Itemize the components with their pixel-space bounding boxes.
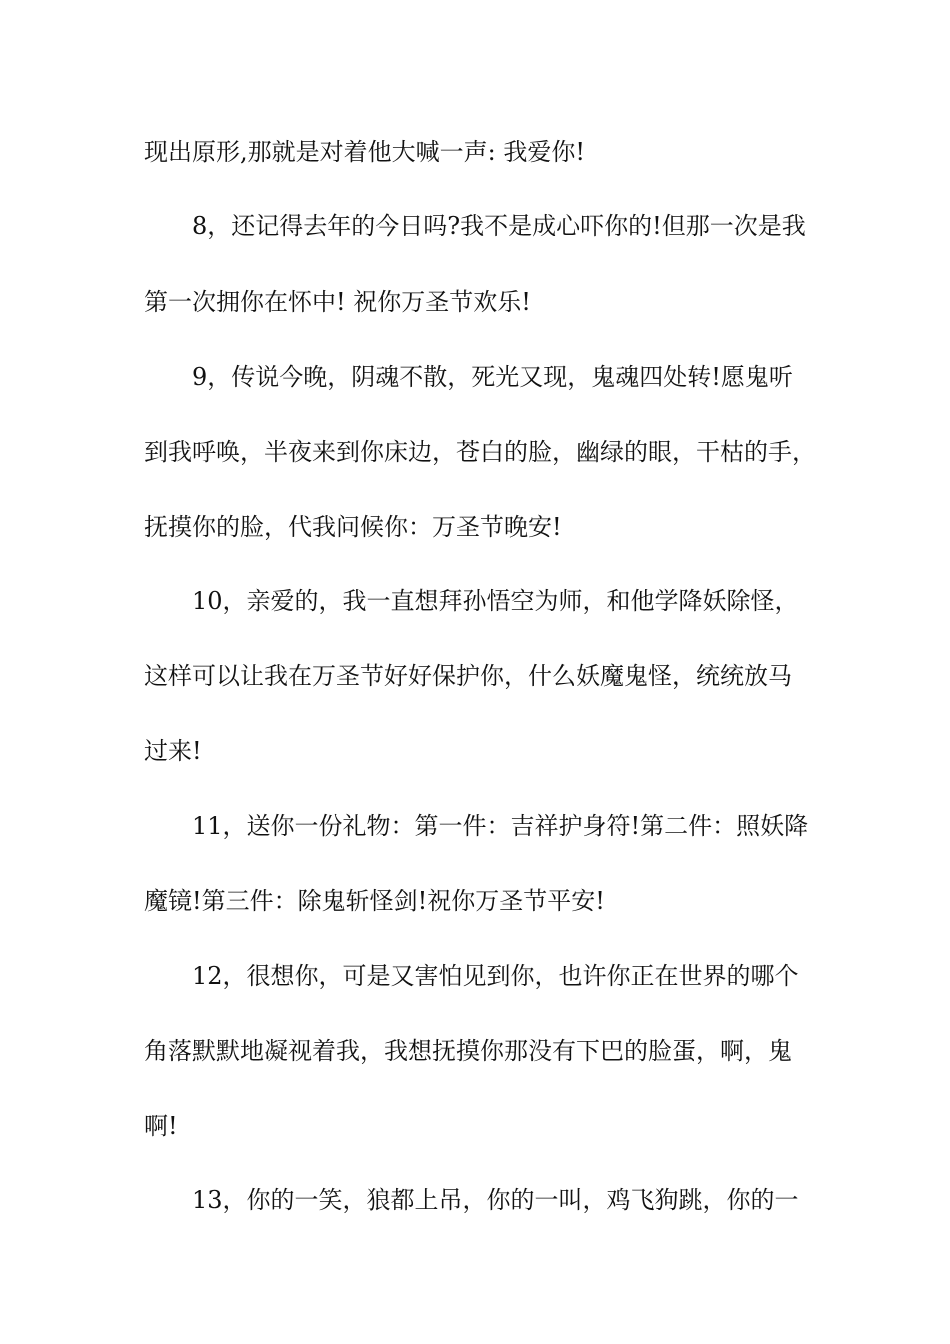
text-line: 13，你的一笑，狼都上吊，你的一叫，鸡飞狗跳，你的一 xyxy=(192,1186,799,1214)
text-line: 8，还记得去年的今日吗?我不是成心吓你的!但那一次是我 xyxy=(192,212,806,240)
text-line: 10，亲爱的，我一直想拜孙悟空为师，和他学降妖除怪， xyxy=(192,587,799,615)
text-line: 9，传说今晚，阴魂不散，死光又现，鬼魂四处转!愿鬼听 xyxy=(192,363,793,391)
text-line: 11，送你一份礼物：第一件：吉祥护身符!第二件：照妖降 xyxy=(192,812,809,840)
text-line: 第一次拥你在怀中! 祝你万圣节欢乐! xyxy=(144,288,531,316)
text-line: 抚摸你的脸，代我问候你：万圣节晚安! xyxy=(144,513,562,541)
text-line: 现出原形,那就是对着他大喊一声: 我爱你! xyxy=(144,138,585,166)
text-line: 这样可以让我在万圣节好好保护你，什么妖魔鬼怪，统统放马 xyxy=(144,662,792,690)
text-line: 过来! xyxy=(144,737,202,765)
text-line: 到我呼唤，半夜来到你床边，苍白的脸，幽绿的眼，干枯的手， xyxy=(144,438,816,466)
text-line: 魔镜!第三件：除鬼斩怪剑!祝你万圣节平安! xyxy=(144,887,605,915)
text-line: 角落默默地凝视着我，我想抚摸你那没有下巴的脸蛋，啊，鬼 xyxy=(144,1037,792,1065)
text-line: 12，很想你，可是又害怕见到你，也许你正在世界的哪个 xyxy=(192,962,799,990)
text-line: 啊! xyxy=(144,1112,178,1140)
